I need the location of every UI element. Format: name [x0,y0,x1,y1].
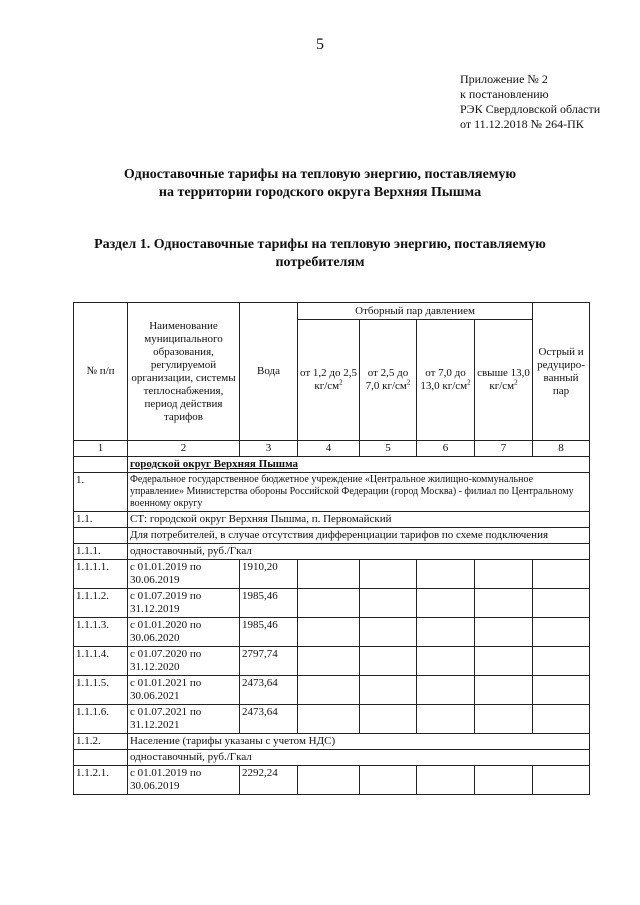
district-row [74,457,590,473]
period: с 01.07.2020 по 31.12.2020 [128,647,240,676]
row-number: 1.1.1.6. [74,705,128,734]
empty-cell [475,589,533,618]
row-number: 1.1.1.1. [74,560,128,589]
empty-cell [360,766,417,795]
single-rate-label: одноставочный, руб./Гкал [128,750,590,766]
empty-cell [360,705,417,734]
empty-cell [298,705,360,734]
row-number: 1. [74,473,128,512]
header-pressure-3: от 7,0 до 13,0 $кг/см^2$ [417,320,475,441]
header-pressure-4: свыше 13,0 $кг/см^2$ [475,320,533,441]
empty-cell [298,618,360,647]
empty-cell [533,560,590,589]
empty-cell [533,766,590,795]
row-number: 1.1.1.4. [74,647,128,676]
row-number: 1.1.1.2. [74,589,128,618]
header-steam-group: Отборный пар давлением [298,303,533,320]
empty-cell [298,560,360,589]
period: с 01.01.2019 по 30.06.2019 [128,560,240,589]
empty-cell [298,589,360,618]
column-number: 7 [475,441,533,457]
tariff-row [74,647,590,676]
document-title [60,166,580,202]
tariff-table [73,302,590,795]
water-tariff: 1985,46 [240,618,298,647]
row-number: 1.1.2.1. [74,766,128,795]
empty-cell [360,589,417,618]
annex-block [460,72,600,132]
empty-cell [475,766,533,795]
section-title [60,236,580,272]
column-number: 1 [74,441,128,457]
population-row [74,734,590,750]
consumers-note: Для потребителей, в случае отсутствия дифференциации тарифов по схеме подключения [128,528,590,544]
empty-cell [360,676,417,705]
population-label: Население (тарифы указаны с учетом НДС) [128,734,590,750]
empty-cell [417,766,475,795]
empty-cell [417,560,475,589]
period: с 01.01.2020 по 30.06.2020 [128,618,240,647]
empty-cell [475,618,533,647]
empty-cell [74,457,128,473]
column-number: 4 [298,441,360,457]
tariff-row [74,589,590,618]
single-rate-row [74,544,590,560]
district-name: городской округ Верхняя Пышма [128,457,590,473]
organization-name: Федеральное государственное бюджетное учреждение «Центральное жилищно-коммунальное управление» Министерства обороны Российской Федерации (город Москва) - филиал по Центральному военному округу [128,473,590,512]
period: с 01.01.2021 по 30.06.2021 [128,676,240,705]
organization-row [74,473,590,512]
annex-line: от 11.12.2018 № 264-ПК [460,117,584,131]
title-line: Одноставочные тарифы на тепловую энергию, поставляемую [123,167,517,182]
page-number: 5 [316,36,324,53]
header-row [74,303,590,320]
section-title-line: Раздел 1. Одноставочные тарифы на тепловую энергию, поставляемую [94,237,546,252]
empty-cell [475,560,533,589]
annex-line: Приложение № 2 [460,72,548,86]
single-rate-row [74,750,590,766]
single-rate-label: одноставочный, руб./Гкал [128,544,590,560]
period: с 01.07.2019 по 31.12.2019 [128,589,240,618]
row-number: 1.1.1.3. [74,618,128,647]
period: с 01.07.2021 по 31.12.2021 [128,705,240,734]
water-tariff: 2473,64 [240,676,298,705]
system-row [74,512,590,528]
empty-cell [298,676,360,705]
header-name: Наименование муниципального образования, регулируемой организации, системы теплоснабжения, период действия тарифов [128,303,240,441]
column-number: 2 [128,441,240,457]
annex-line: к постановлению [460,87,549,101]
empty-cell [417,705,475,734]
tariff-row [74,676,590,705]
column-numbers-row [74,441,590,457]
tariff-row [74,618,590,647]
header-pressure-1: от 1,2 до 2,5 $кг/см^2$ [298,320,360,441]
empty-cell [360,647,417,676]
empty-cell [74,528,128,544]
annex-line: РЭК Свердловской области [460,102,601,116]
empty-cell [533,589,590,618]
empty-cell [533,618,590,647]
empty-cell [74,750,128,766]
row-number: 1.1.1. [74,544,128,560]
water-tariff: 2292,24 [240,766,298,795]
empty-cell [417,647,475,676]
header-pressure-2: от 2,5 до 7,0 $кг/см^2$ [360,320,417,441]
empty-cell [475,676,533,705]
column-number: 5 [360,441,417,457]
empty-cell [417,676,475,705]
water-tariff: 2797,74 [240,647,298,676]
empty-cell [475,647,533,676]
header-num: № п/п [74,303,128,441]
consumers-note-row [74,528,590,544]
empty-cell [298,647,360,676]
row-number: 1.1.1.5. [74,676,128,705]
tariff-row [74,560,590,589]
row-number: 1.1.2. [74,734,128,750]
empty-cell [417,618,475,647]
title-line: на территории городского округа Верхняя Пышма [158,185,482,200]
empty-cell [533,676,590,705]
empty-cell [298,766,360,795]
section-title-line: потребителям [275,255,365,270]
empty-cell [360,560,417,589]
empty-cell [475,705,533,734]
empty-cell [360,618,417,647]
period: с 01.01.2019 по 30.06.2019 [128,766,240,795]
tariff-row [74,766,590,795]
header-sharp-steam: Острый и редуциро-ванный пар [533,303,590,441]
column-number: 8 [533,441,590,457]
water-tariff: 1985,46 [240,589,298,618]
tariff-row [74,705,590,734]
column-number: 3 [240,441,298,457]
row-number: 1.1. [74,512,128,528]
empty-cell [533,647,590,676]
empty-cell [533,705,590,734]
column-number: 6 [417,441,475,457]
water-tariff: 2473,64 [240,705,298,734]
system-name: СТ: городской округ Верхняя Пышма, п. Первомайский [128,512,590,528]
water-tariff: 1910,20 [240,560,298,589]
empty-cell [417,589,475,618]
header-water: Вода [240,303,298,441]
